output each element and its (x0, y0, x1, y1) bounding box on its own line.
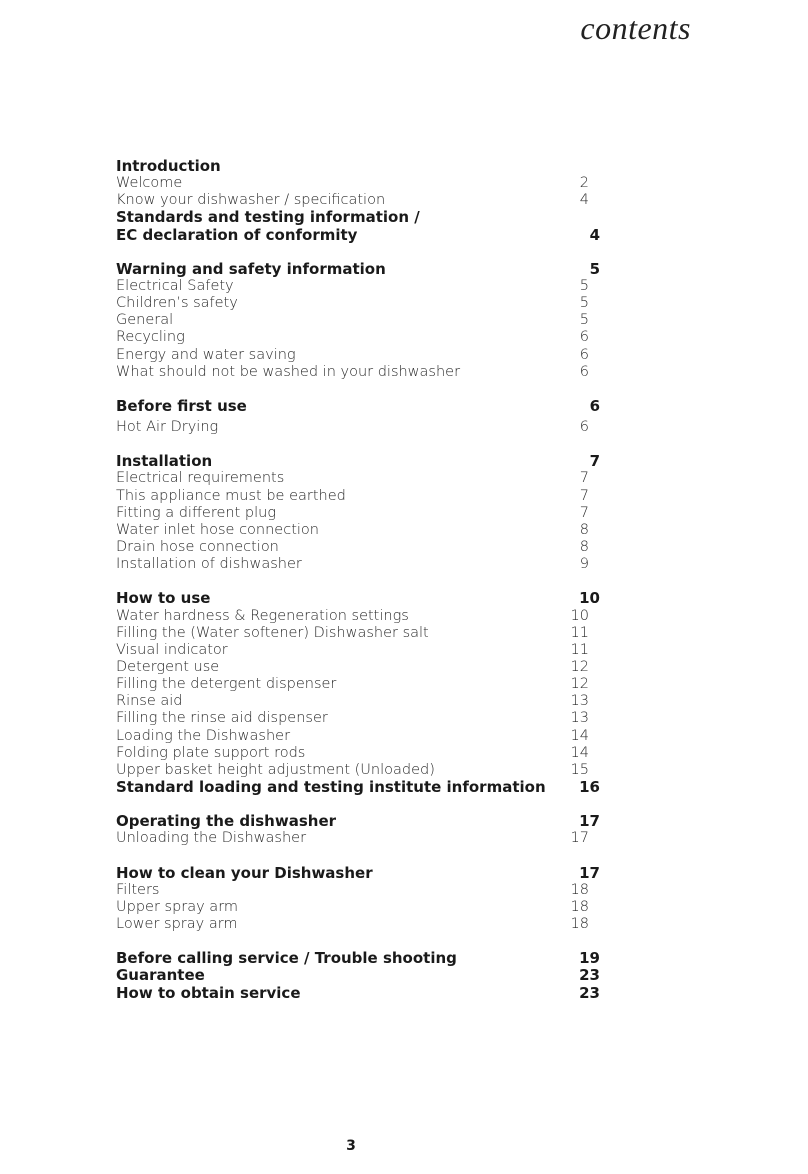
toc-entry-page: 12 (570, 676, 589, 693)
toc-entry-title: Children’s safety (116, 295, 238, 312)
toc-entry-page: 5 (579, 312, 589, 329)
toc-entry-title: Folding plate support rods (116, 744, 306, 761)
toc-section-heading (116, 985, 600, 1002)
toc-entry-page: 5 (579, 295, 589, 312)
toc-entry (116, 830, 600, 847)
toc-entry (116, 192, 600, 209)
toc-entry-title: Guarantee (116, 966, 205, 985)
toc-entry (116, 710, 600, 727)
toc-section-heading (116, 967, 600, 984)
toc-entry (116, 295, 600, 312)
toc-entry-title: Filters (116, 881, 160, 898)
toc-entry (116, 882, 600, 899)
toc-entry-title: How to use (116, 589, 211, 608)
toc-entry (116, 278, 600, 295)
toc-entry-page: 19 (579, 949, 600, 968)
toc-entry-page: 7 (589, 452, 600, 471)
toc-entry-title: Drain hose connection (116, 538, 279, 555)
table-of-contents (116, 158, 600, 1002)
toc-entry-title: Fitting a different plug (116, 504, 277, 521)
toc-entry-title: Upper spray arm (116, 898, 239, 915)
toc-entry-title: Introduction (116, 157, 221, 175)
toc-entry-title: Detergent use (116, 658, 220, 675)
toc-entry-page: 18 (570, 916, 589, 933)
toc-entry (116, 916, 600, 933)
toc-entry (116, 312, 600, 329)
toc-entry-title: Recycling (116, 329, 185, 346)
toc-entry-page: 10 (579, 589, 600, 608)
toc-entry-page: 8 (579, 538, 589, 555)
toc-entry (116, 329, 600, 346)
toc-entry-page: 14 (570, 744, 589, 761)
toc-section-heading (116, 209, 600, 226)
toc-entry-title: How to obtain service (116, 983, 301, 1002)
toc-entry-title: Installation (116, 452, 213, 471)
toc-entry-page: 15 (570, 761, 589, 778)
toc-section-heading (116, 398, 600, 415)
toc-entry-title: General (116, 312, 174, 329)
toc-entry-title: How to clean your Dishwasher (116, 863, 373, 882)
toc-spacer (116, 933, 600, 950)
toc-entry (116, 642, 600, 659)
toc-entry-page: 17 (579, 863, 600, 882)
toc-entry-page: 12 (570, 658, 589, 675)
toc-entry-page: 4 (579, 192, 589, 209)
toc-entry-page: 14 (570, 727, 589, 744)
toc-entry-title: Standard loading and testing institute information (116, 777, 546, 796)
toc-entry-title: Welcome (116, 175, 183, 192)
toc-section-heading (116, 950, 600, 967)
toc-entry-title: EC declaration of conformity (116, 225, 358, 244)
page-title: contents (580, 10, 691, 46)
toc-entry-title: Unloading the Dishwasher (116, 830, 307, 847)
toc-entry-title: Know your dishwasher / specification (116, 192, 386, 209)
toc-section-heading (116, 261, 600, 278)
toc-entry-page: 8 (579, 521, 589, 538)
toc-entry-title: What should not be washed in your dishwasher (116, 363, 461, 380)
toc-entry (116, 556, 600, 573)
toc-entry-page: 6 (579, 329, 589, 346)
toc-section-heading (116, 158, 600, 175)
toc-spacer (116, 573, 600, 590)
toc-entry-title: Loading the Dishwasher (116, 727, 291, 744)
toc-entry-page: 6 (579, 419, 589, 436)
toc-spacer (116, 796, 600, 813)
toc-entry (116, 539, 600, 556)
toc-entry-title: Warning and safety information (116, 259, 386, 278)
toc-entry-page: 10 (570, 607, 589, 624)
toc-section-heading (116, 813, 600, 830)
toc-entry (116, 899, 600, 916)
toc-entry-page: 7 (579, 504, 589, 521)
toc-entry-page: 6 (579, 363, 589, 380)
toc-entry-page: 6 (579, 346, 589, 363)
toc-entry-title: This appliance must be earthed (116, 487, 346, 504)
toc-section-heading (116, 865, 600, 882)
toc-entry-title: Before first use (116, 396, 247, 415)
toc-entry-title: Electrical requirements (116, 470, 285, 487)
toc-entry-title: Hot Air Drying (116, 419, 219, 436)
toc-entry (116, 745, 600, 762)
page-number: 3 (346, 1138, 356, 1154)
toc-entry-page: 23 (579, 966, 600, 985)
toc-entry-title: Installation of dishwasher (116, 556, 302, 573)
toc-section-heading (116, 590, 600, 607)
toc-entry-title: Energy and water saving (116, 346, 296, 363)
toc-spacer (116, 847, 600, 864)
toc-entry-title: Water inlet hose connection (116, 521, 319, 538)
toc-entry-page: 11 (570, 624, 589, 641)
toc-entry (116, 505, 600, 522)
toc-entry (116, 728, 600, 745)
toc-section-heading (116, 227, 600, 244)
toc-entry-title: Filling the (Water softener) Dishwasher salt (116, 624, 429, 641)
toc-section-heading (116, 779, 600, 796)
toc-entry-title: Rinse aid (116, 693, 183, 710)
toc-entry-page: 2 (579, 175, 589, 192)
toc-entry-page: 6 (589, 396, 600, 415)
toc-entry (116, 762, 600, 779)
toc-entry (116, 693, 600, 710)
toc-entry (116, 470, 600, 487)
toc-entry-page: 7 (579, 470, 589, 487)
toc-entry (116, 608, 600, 625)
toc-entry-page: 13 (570, 693, 589, 710)
toc-entry (116, 415, 600, 436)
toc-entry (116, 364, 600, 381)
toc-section-heading (116, 453, 600, 470)
toc-entry-page: 11 (570, 641, 589, 658)
toc-entry-page: 13 (570, 710, 589, 727)
toc-entry (116, 522, 600, 539)
toc-entry (116, 488, 600, 505)
toc-entry-title: Water hardness & Regeneration settings (116, 607, 409, 624)
toc-entry (116, 347, 600, 364)
toc-entry-page: 17 (570, 830, 589, 847)
toc-entry-page: 5 (589, 259, 600, 278)
toc-entry-page: 23 (579, 983, 600, 1002)
toc-entry-title: Before calling service / Trouble shooting (116, 949, 457, 968)
toc-entry-title: Operating the dishwasher (116, 812, 337, 831)
toc-entry (116, 175, 600, 192)
toc-entry-page: 18 (570, 898, 589, 915)
toc-entry-page: 18 (570, 881, 589, 898)
toc-entry-title: Lower spray arm (116, 916, 238, 933)
toc-entry-title: Upper basket height adjustment (Unloaded) (116, 761, 435, 778)
toc-entry-page: 17 (579, 812, 600, 831)
toc-entry-page: 7 (579, 487, 589, 504)
toc-entry-title: Filling the detergent dispenser (116, 676, 337, 693)
toc-entry (116, 676, 600, 693)
toc-entry-page: 9 (579, 556, 589, 573)
toc-entry-page: 5 (579, 277, 589, 294)
toc-entry-page: 16 (579, 777, 600, 796)
toc-entry (116, 659, 600, 676)
toc-spacer (116, 381, 600, 398)
toc-entry-page: 4 (589, 225, 600, 244)
toc-entry-title: Electrical Safety (116, 277, 234, 294)
toc-entry (116, 625, 600, 642)
toc-spacer (116, 244, 600, 261)
toc-entry-title: Visual indicator (116, 641, 228, 658)
toc-entry-title: Filling the rinse aid dispenser (116, 710, 328, 727)
toc-entry-title: Standards and testing information / (116, 208, 420, 227)
